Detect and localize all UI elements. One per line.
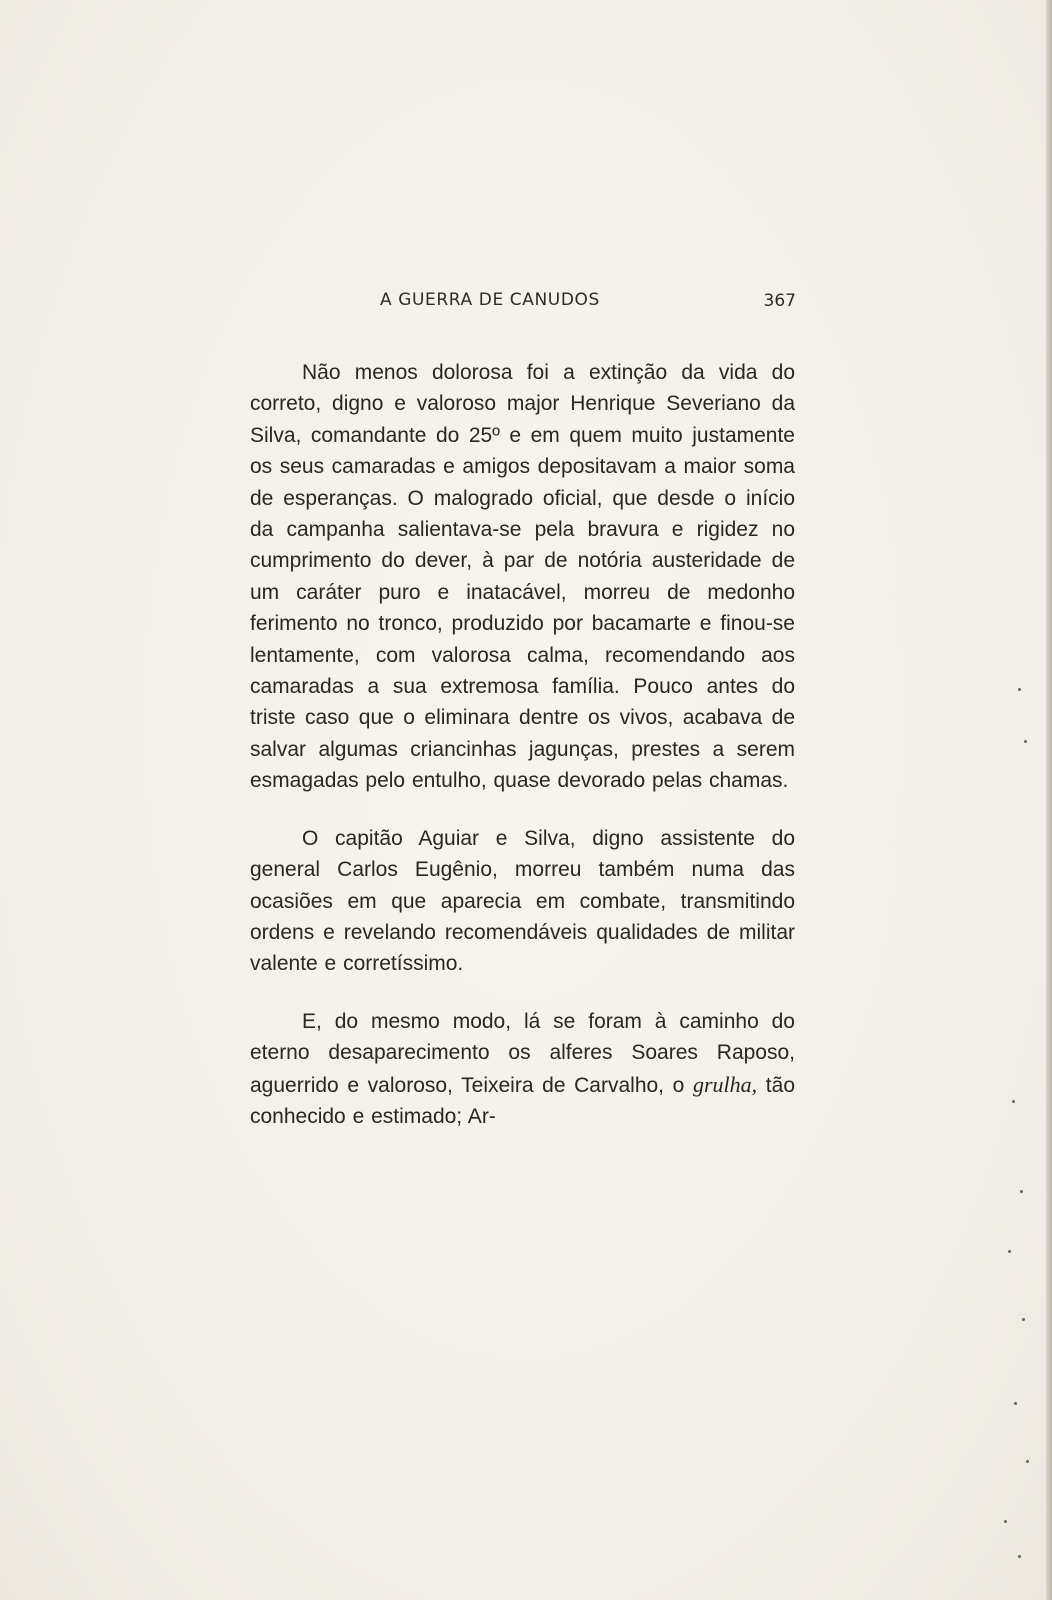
body-text: [250, 357, 795, 1158]
paper-speck: [1012, 1100, 1015, 1103]
paper-speck: [1022, 1318, 1025, 1321]
running-head: A GUERRA DE CANUDOS: [380, 290, 600, 310]
page-number: 367: [763, 291, 796, 311]
paragraph-3-text-before: E, do mesmo modo, lá se foram à caminho do eterno desaparecimento os alferes Soares Raposo, aguerrido e valoroso, Teixeira de Carvalho, o: [250, 1009, 795, 1097]
paper-speck: [1014, 1402, 1017, 1405]
page-edge-shadow: [1046, 0, 1052, 1600]
paragraph-2: O capitão Aguiar e Silva, digno assistente do general Carlos Eugênio, morreu também numa das ocasiões em que aparecia em combate, transmitindo ordens e revelando recomendáveis qualidades de militar valente e corretíssimo.: [250, 826, 795, 976]
paper-speck: [1008, 1250, 1011, 1253]
paper-speck: [1024, 740, 1027, 743]
paper-speck: [1026, 1460, 1029, 1463]
paragraph-1: Não menos dolorosa foi a extinção da vida do correto, digno e valoroso major Henrique Severiano da Silva, comandante do 25º e em quem muito justamente os seus camaradas e amigos depositavam a maior soma de esperanças. O malogrado oficial, que desde o início da campanha salientava-se pela bravura e rigidez no cumprimento do dever, à par de notória austeridade de um caráter puro e inatacável, morreu de medonho ferimento no tronco, produzido por bacamarte e finou-se lentamente, com valorosa calma, recomendando aos camaradas a sua extremosa família. Pouco antes do triste caso que o eliminara dentre os vivos, acabava de salvar algumas criancinhas jagunças, prestes a serem esmagadas pelo entulho, quase devorado pelas chamas.: [250, 361, 795, 793]
paper-speck: [1018, 688, 1021, 691]
paragraph-3-text-after: tão conhecido e estimado; Ar-: [250, 1073, 796, 1128]
paper-speck: [1018, 1555, 1021, 1558]
italic-word-grulha: grulha,: [692, 1071, 758, 1097]
paper-speck: [1004, 1520, 1007, 1523]
paper-speck: [1020, 1190, 1023, 1193]
page-header: [248, 290, 796, 324]
paragraph-3: [250, 1006, 795, 1133]
